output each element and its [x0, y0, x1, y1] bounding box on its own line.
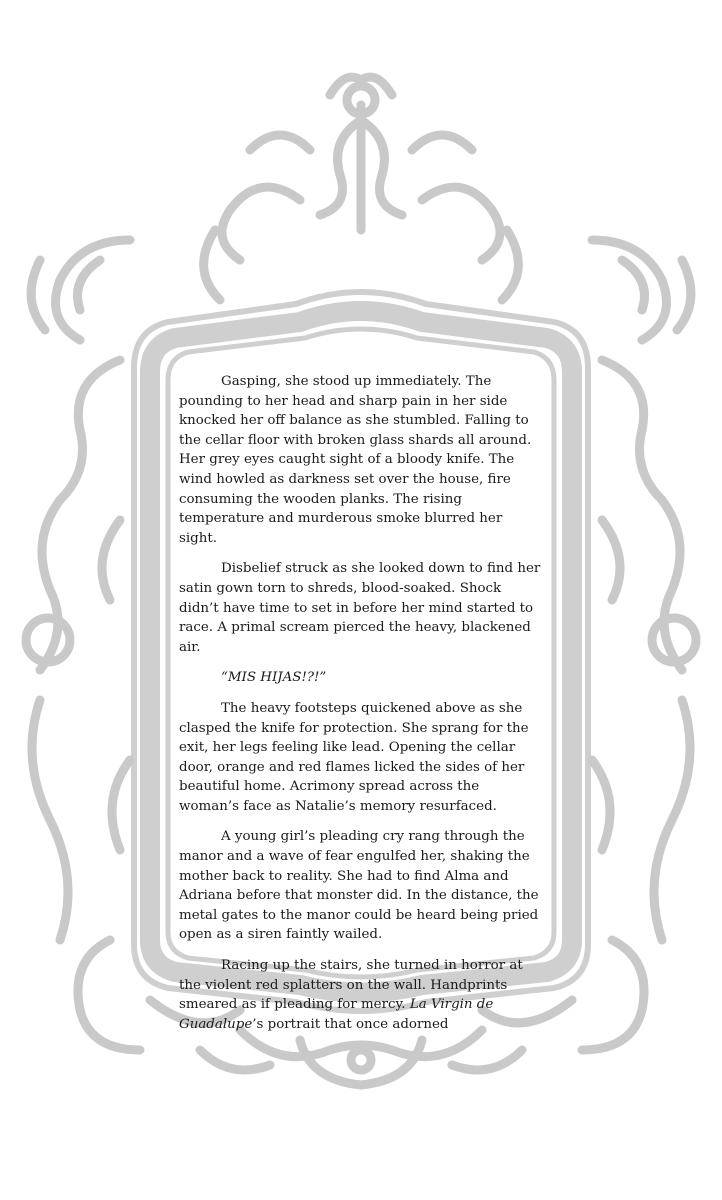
story-paragraph: A young girl’s pleading cry rang through the manor and a wave of fear engulfed her, shaking the mother back to reality. She had to find Alma and Adriana before that monster did. In the distance, the metal gates to the manor could be heard being pried open as a siren faintly wailed. — [179, 829, 539, 943]
story-text-block — [179, 372, 543, 1045]
story-paragraph: The heavy footsteps quickened above as she clasped the knife for protection. She sprang for the exit, her legs feeling like lead. Opening the cellar door, orange and red flames licked the sides of her beautiful home. Acrimony spread across the woman’s face as Natalie’s memory resurfaced. — [179, 700, 529, 814]
story-paragraph: Disbelief struck as she looked down to find her satin gown torn to shreds, blood-soaked. Shock didn’t have time to set in before her mind started to race. A primal scream pierced the heavy, blackened air. — [179, 561, 541, 655]
frame-top-crest — [204, 77, 519, 300]
story-paragraph — [179, 956, 543, 1034]
paragraph-end: ’s portrait that once adorned — [252, 1016, 449, 1032]
paragraph-start: Racing up the stairs, she turned in horror at the violent red splatters on the wall. Handprints smeared as if pleading for mercy. — [179, 958, 523, 1013]
story-paragraph: Gasping, she stood up immediately. The pounding to her head and sharp pain in her side knocked her off balance as she stumbled. Falling to the cellar floor with broken glass shards all around. Her grey eyes caught sight of a bloody knife. The wind howled as darkness set over the house, fire consuming the wooden planks. The rising temperature and murderous smoke blurred her sight. — [179, 374, 532, 546]
portrait-title: La Virgin de Guadalupe — [179, 997, 494, 1032]
exclamation-text: “MIS HIJAS!?!” — [221, 670, 327, 686]
story-exclamation — [179, 668, 543, 688]
